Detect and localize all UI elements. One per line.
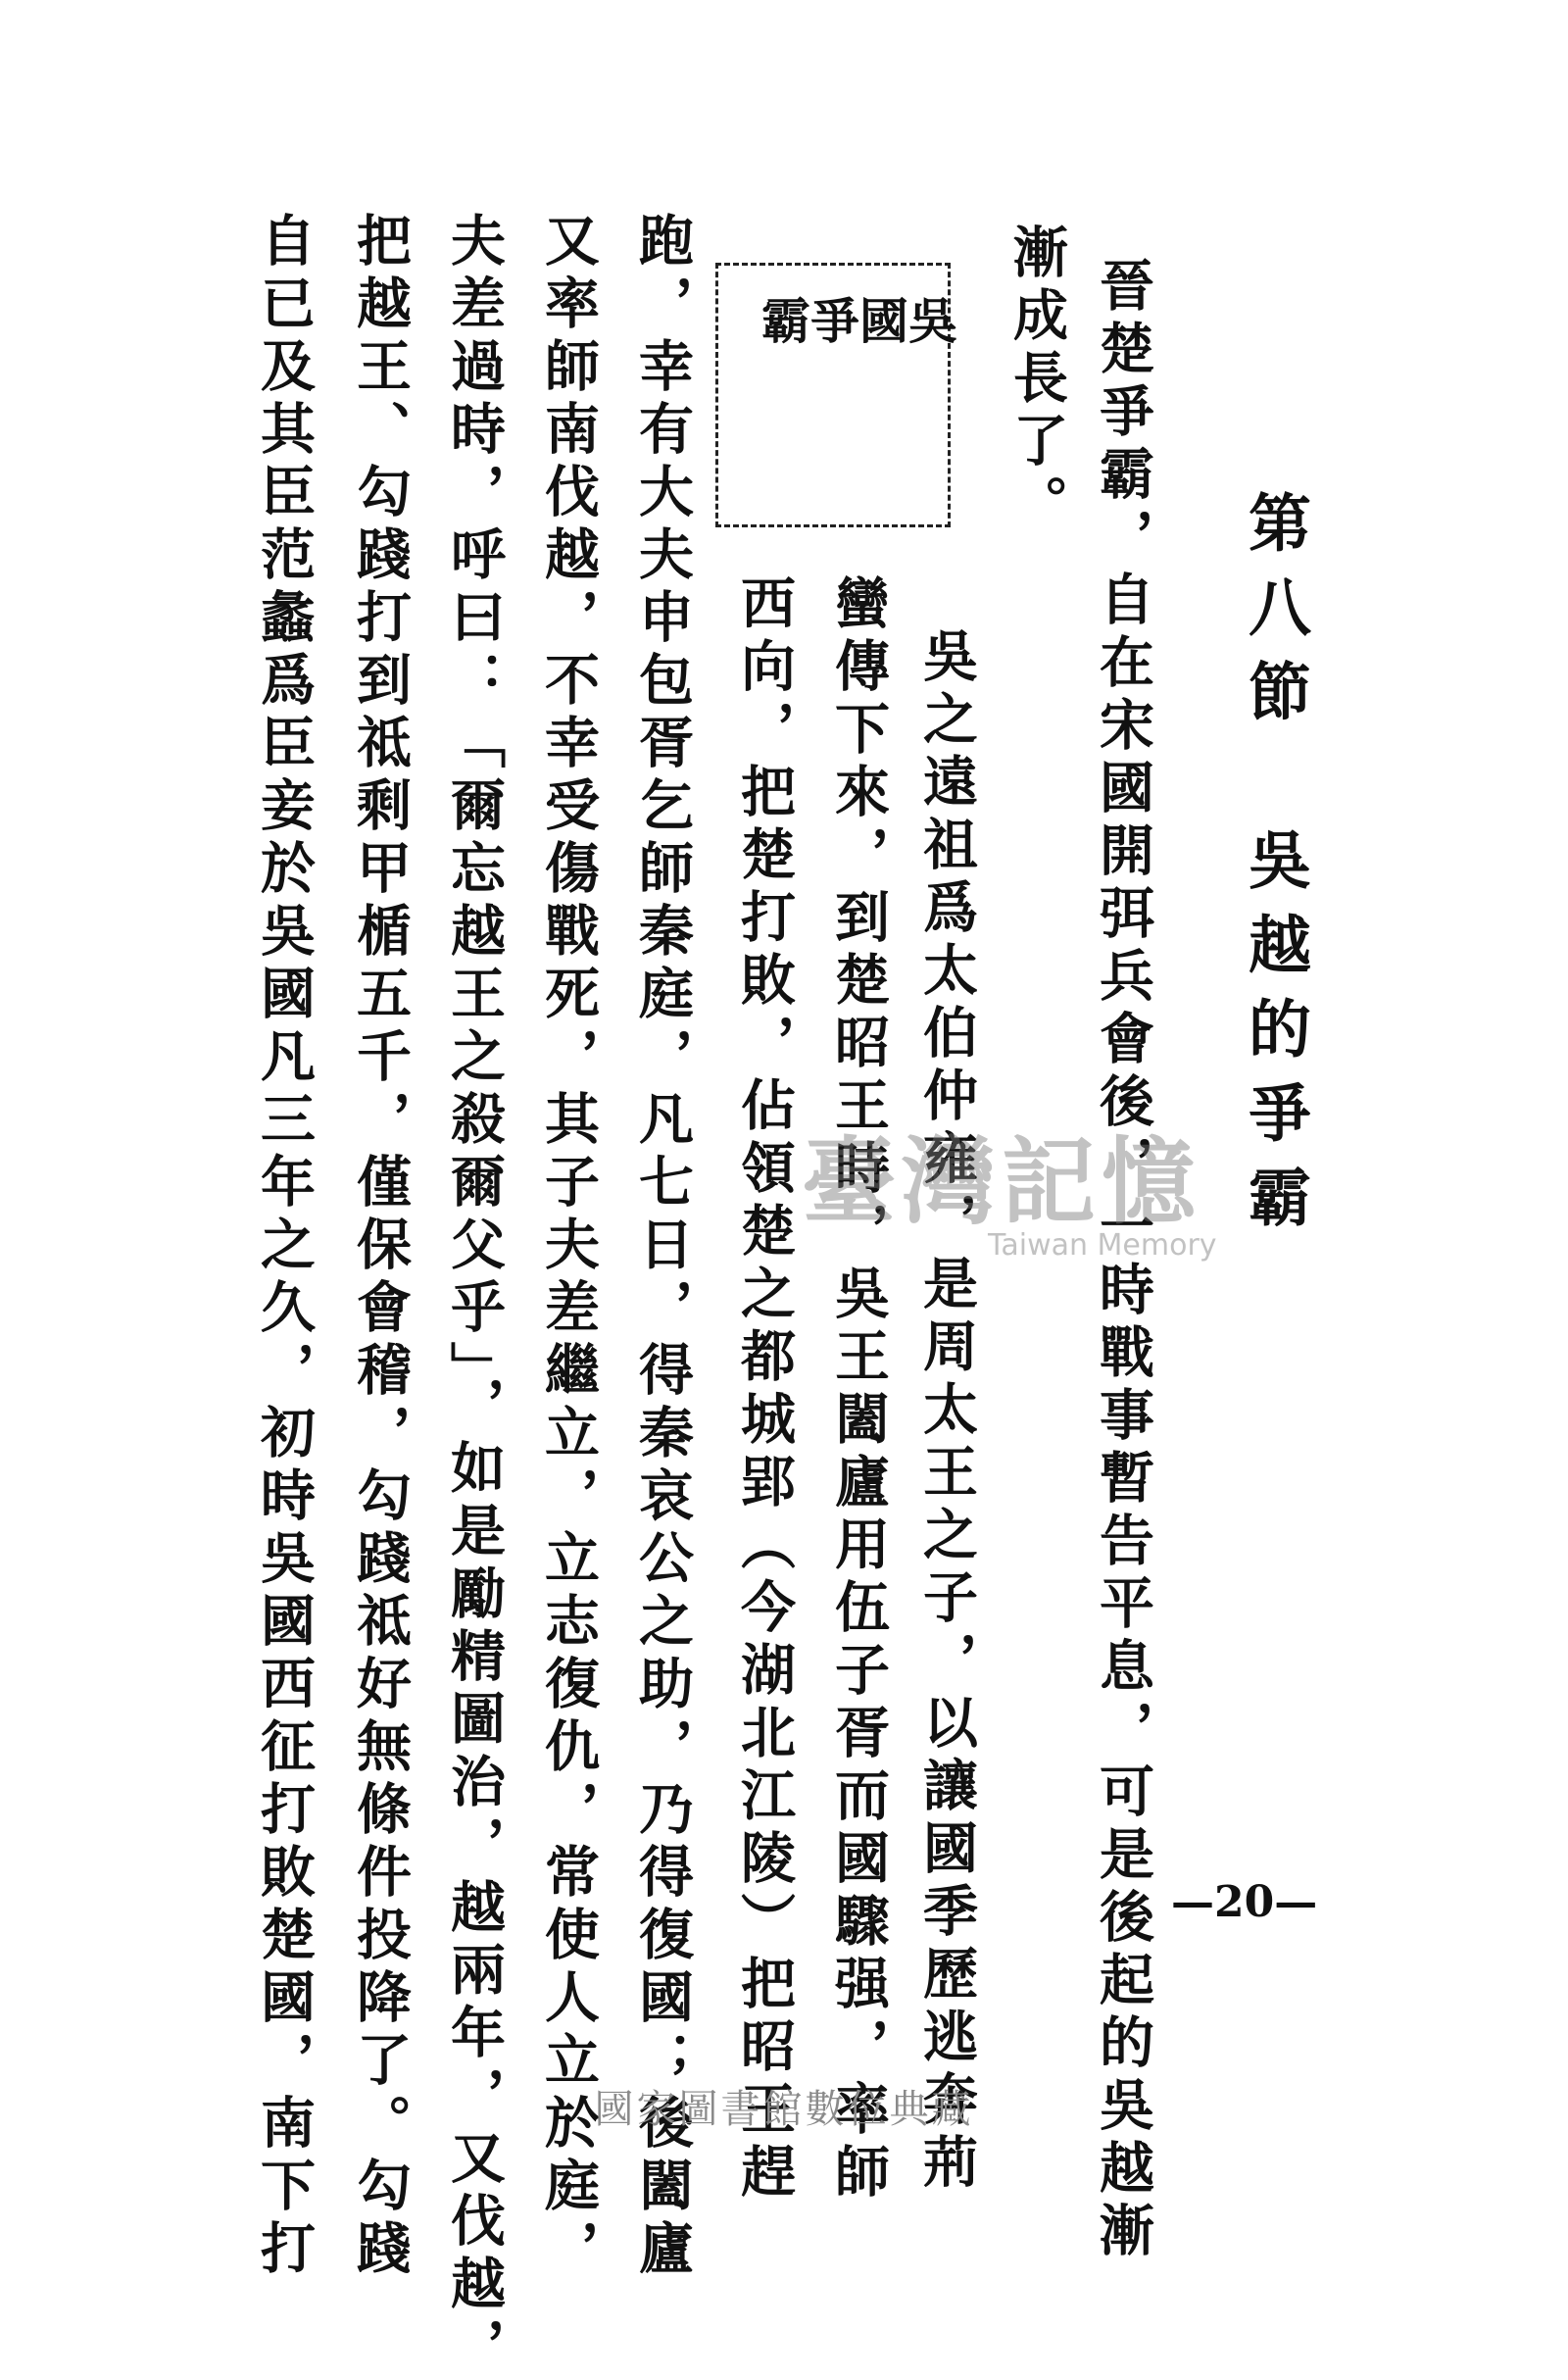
text-column-6: 跑，幸有大夫申包胥乞師秦庭，凡七日，得秦哀公之助，乃得復國；後闔廬	[630, 212, 695, 2282]
watermark-sub: Taiwan Memory	[988, 1228, 1217, 1263]
text-column-9: 把越王、勾踐打到祗剩甲楯五千，僅保會稽，勾踐祗好無條件投降了。勾踐	[348, 212, 413, 2282]
page-number: —20—	[1171, 1877, 1318, 1927]
section-title: 第八節 吳越的爭霸	[1238, 490, 1310, 1249]
footer-credit: 國家圖書館數位典藏	[594, 2087, 974, 2132]
text-column-3: 吳之遠祖爲太伯仲雍，是周太王之子，以讓國季歷逃奔荊	[914, 627, 979, 2196]
text-column-5: 西向，把楚打敗，佔領楚之都城郢（今湖北江陵）把昭王趕	[732, 574, 797, 2206]
sidebox-line-2: 爭霸	[754, 295, 860, 413]
text-column-4: 蠻傳下來，到楚昭王時，吳王闔廬用伍子胥而國驟强，率師	[826, 574, 891, 2206]
text-column-8: 夫差過時，呼曰：「爾忘越王之殺爾父乎」，如是勵精圖治，越兩年，又伐越，	[442, 212, 507, 2380]
sidebox	[715, 263, 958, 527]
watermark-logo	[802, 1108, 1217, 1263]
sidebox-line-1: 吳國	[852, 295, 958, 413]
watermark-main: 臺灣記憶	[802, 1126, 1201, 1237]
text-column-10: 自已及其臣范蠡爲臣妾於吳國凡三年之久，初時吳國西征打敗楚國，南下打	[252, 212, 317, 2282]
text-column-2: 漸成長了。	[1004, 223, 1069, 537]
text-column-7: 又率師南伐越，不幸受傷戰死，其子夫差繼立，立志復仇，常使人立於庭，	[536, 212, 601, 2282]
text-column-1: 晉楚爭霸，自在宋國開弭兵會後，一時戰事暫告平息，可是後起的吳越漸	[1091, 257, 1155, 2264]
